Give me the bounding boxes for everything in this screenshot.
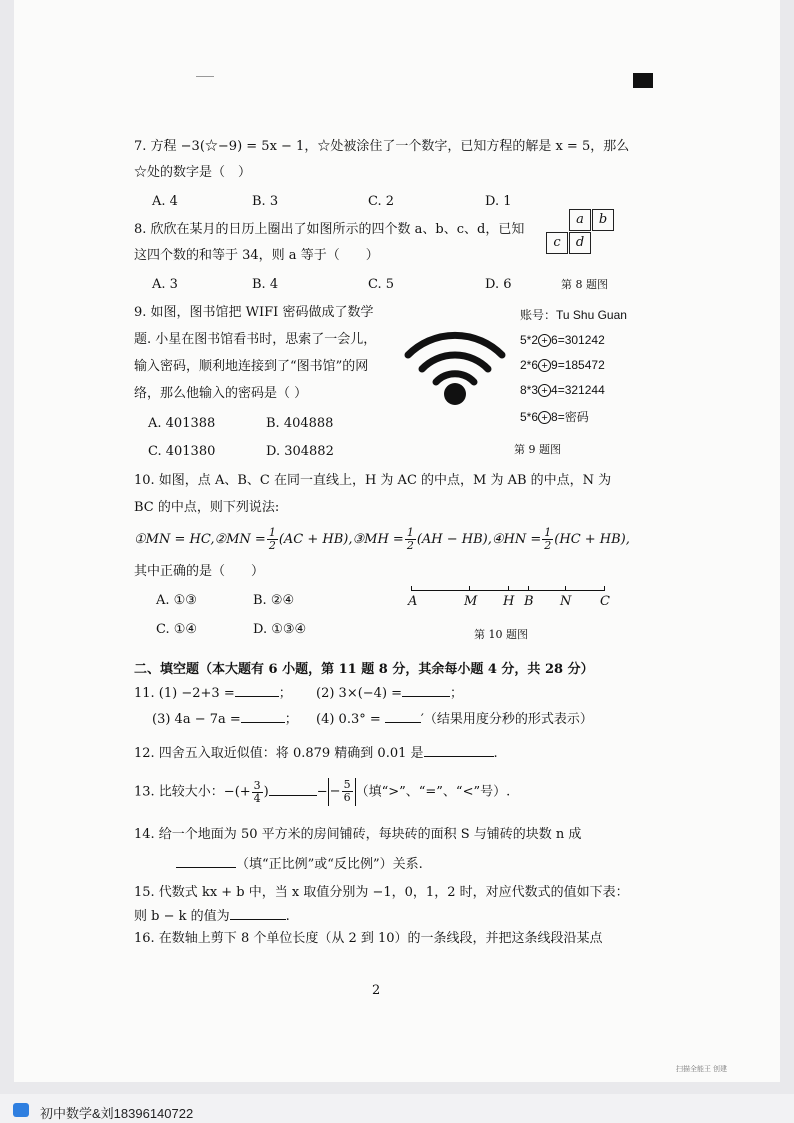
q11-part4: (4) 0.3° = ′（结果用度分秒的形式表示） <box>316 712 593 727</box>
q8-line2: 这四个数的和等于 34，则 a 等于（ ） <box>134 248 379 263</box>
point-label-a: A <box>408 594 418 609</box>
q16-line1: 16. 在数轴上剪下 8 个单位长度（从 2 到 10）的一条线段，并把这条线段沿某点 <box>134 931 603 946</box>
q10-option-a: A. ①③ <box>156 593 197 608</box>
section-2-title: 二、填空题（本大题有 6 小题，第 11 题 8 分，其余每小题 4 分，共 28 分） <box>134 662 594 677</box>
q7-option-a: A. 4 <box>152 194 178 209</box>
q13: 13. 比较大小：−(+ $\frac{3}{4}$ ) − − $\frac{5}{6}$ （填“>”、“=”、“<”号）. <box>134 778 511 805</box>
answer-blank[interactable] <box>385 710 421 723</box>
wifi-equation-2: 2*6 + 9=185472 <box>520 358 605 373</box>
q9-line3: 输入密码，顺利地连接到了“图书馆”的网 <box>134 359 369 374</box>
answer-blank[interactable] <box>402 684 450 697</box>
tick-c <box>604 586 605 591</box>
black-corner-mark <box>633 73 653 88</box>
answer-blank[interactable] <box>235 684 279 697</box>
q11-part1: 11. (1) −2+3 = ； <box>134 686 292 701</box>
q8-caption: 第 8 题图 <box>561 278 608 291</box>
answer-blank[interactable] <box>269 783 317 796</box>
circled-plus-icon: + <box>538 334 551 347</box>
q10-option-b: B. ②④ <box>253 593 295 608</box>
app-logo-icon <box>13 1103 29 1117</box>
tick-h <box>508 586 509 591</box>
point-label-m: M <box>464 594 478 609</box>
q15-line2: 则 b − k 的值为 . <box>134 909 290 924</box>
q9-line4: 络，那么他输入的密码是（ ） <box>134 386 308 401</box>
answer-blank[interactable] <box>424 744 494 757</box>
point-label-n: N <box>560 594 572 609</box>
q10-caption: 第 10 题图 <box>474 628 528 641</box>
q10-line4: 其中正确的是（ ） <box>134 564 265 579</box>
point-label-b: B <box>524 594 534 609</box>
q8-line1: 8. 欣欣在某月的日历上圈出了如图所示的四个数 a、b、c、d，已知 <box>134 222 525 237</box>
fraction-three-quarters: $\frac{3}{4}$ <box>253 778 261 805</box>
q7-line1: 7. 方程 −3(☆−9) = 5x − 1，☆处被涂住了一个数字，已知方程的解是 x = 5，那么 <box>134 139 630 154</box>
q8-option-d: D. 6 <box>485 277 512 292</box>
q9-option-c: C. 401380 <box>148 444 216 459</box>
q14-line1: 14. 给一个地面为 50 平方米的房间铺砖，每块砖的面积 S 与铺砖的块数 n 成 <box>134 827 582 842</box>
answer-blank[interactable] <box>176 855 236 868</box>
q15-line1: 15. 代数式 kx + b 中，当 x 取值分别为 −1，0，1，2 时，对应代数式的值如下表： <box>134 885 629 900</box>
q9-option-b: B. 404888 <box>266 416 334 431</box>
wifi-icon <box>400 325 510 407</box>
q8-option-a: A. 3 <box>152 277 178 292</box>
q11-part2: (2) 3×(−4) = ； <box>316 686 464 701</box>
q7-option-c: C. 2 <box>368 194 395 209</box>
q12: 12. 四舍五入取近似值：将 0.879 精确到 0.01 是 . <box>134 746 498 761</box>
q10-line2: BC 的中点，则下列说法: <box>134 500 280 515</box>
fraction-half: $\frac{1}{2}$ <box>544 526 552 552</box>
tick-m <box>469 586 470 591</box>
q9-option-a: A. 401388 <box>148 416 216 431</box>
q9-line2: 题. 小星在图书馆看书时，思索了一会儿， <box>134 332 377 347</box>
tick-n <box>565 586 566 591</box>
wifi-equation-1: 5*2 + 6=301242 <box>520 333 605 348</box>
q11-part3: (3) 4a − 7a = ； <box>152 712 298 727</box>
scan-mark <box>196 76 214 77</box>
q9-caption: 第 9 题图 <box>514 443 561 456</box>
calendar-cell-a: a <box>569 209 591 231</box>
answer-blank[interactable] <box>230 907 286 920</box>
tick-a <box>411 586 412 591</box>
q10-statements: ①MN = HC,②MN = $\frac{1}{2}$ (AC + HB),③MH = $\frac{1}{2}$ (AH − HB),④HN = $\frac{1}{2}$ (HC + HB), <box>134 526 630 552</box>
answer-blank[interactable] <box>241 710 285 723</box>
wifi-equation-4: 5*6 + 8=密码 <box>520 410 589 425</box>
wifi-equation-3: 8*3 + 4=321244 <box>520 383 605 398</box>
q10-option-c: C. ①④ <box>156 622 198 637</box>
fraction-five-sixths: $\frac{5}{6}$ <box>343 778 351 804</box>
q8-option-c: C. 5 <box>368 277 395 292</box>
q9-option-d: D. 304882 <box>266 444 334 459</box>
calendar-cell-d: d <box>569 232 591 254</box>
fraction-half: $\frac{1}{2}$ <box>268 526 276 552</box>
point-label-h: H <box>503 594 515 609</box>
q14-line2: （填“正比例”或“反比例”）关系. <box>176 855 423 873</box>
scanner-watermark: 扫描全能王 创建 <box>676 1066 727 1073</box>
footer-text: 初中数学&刘18396140722 <box>40 1106 194 1121</box>
q7-line2: ☆处的数字是（ ） <box>134 165 252 180</box>
q9-line1: 9. 如图，图书馆把 WIFI 密码做成了数学 <box>134 305 374 320</box>
q8-option-b: B. 4 <box>252 277 279 292</box>
circled-plus-icon: + <box>538 411 551 424</box>
fraction-half: $\frac{1}{2}$ <box>406 526 414 552</box>
circled-plus-icon: + <box>538 384 551 397</box>
calendar-cell-b: b <box>592 209 614 231</box>
tick-b <box>528 586 529 591</box>
circled-plus-icon: + <box>538 359 551 372</box>
page-number: 2 <box>372 983 381 998</box>
point-label-c: C <box>600 594 610 609</box>
calendar-cell-c: c <box>546 232 568 254</box>
q7-option-d: D. 1 <box>485 194 512 209</box>
q10-option-d: D. ①③④ <box>253 622 307 637</box>
wifi-account: 账号：Tu Shu Guan <box>520 308 627 322</box>
q7-option-b: B. 3 <box>252 194 279 209</box>
absolute-value-bars: − $\frac{5}{6}$ <box>328 778 356 806</box>
q10-line1: 10. 如图，点 A、B、C 在同一直线上，H 为 AC 的中点，M 为 AB 的中点，N 为 <box>134 473 612 488</box>
